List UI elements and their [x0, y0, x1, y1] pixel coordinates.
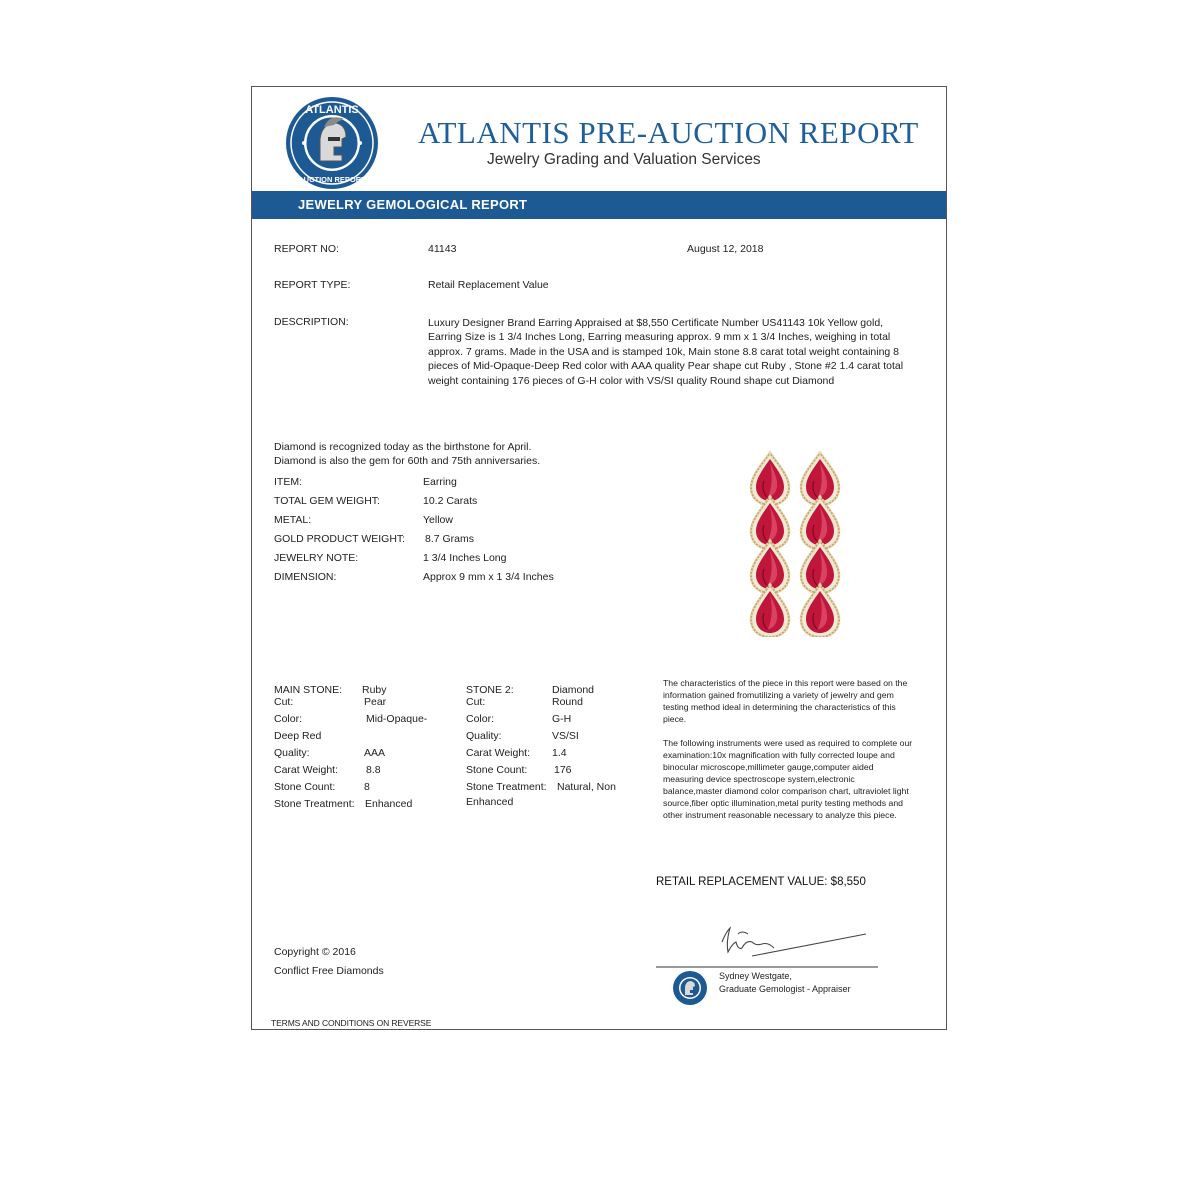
detail-value: 1 3/4 Inches Long	[423, 552, 507, 564]
detail-value: 10.2 Carats	[423, 495, 478, 507]
stone2-carat-value: 1.4	[552, 747, 567, 759]
main-color-label: Color:	[274, 713, 303, 725]
description-text: Luxury Designer Brand Earring Appraised at $8,550 Certificate Number US41143 10k Yellow gold, Earring Size is 1 3/4 Inches Long, Earring measuring approx. 9 mm x 1 3/4 Inches, weighing in total approx. 7 grams. Made in the USA and is stamped 10k, Main stone 8.8 carat total weight containing 8 pieces of Mid-Opaque-Deep Red color with AAA quality Pear shape cut Ruby , Stone #2 1.4 carat total weight containing 176 pieces of G-H color with VS/SI quality Round shape cut Diamond	[428, 317, 904, 387]
atlantis-seal-icon	[672, 970, 708, 1006]
report-no-value: 41143	[428, 243, 457, 255]
report-title: ATLANTIS PRE-AUCTION REPORT	[418, 115, 919, 150]
report-no-label: REPORT NO:	[274, 243, 339, 255]
report-type-value: Retail Replacement Value	[428, 279, 549, 291]
detail-value: Earring	[423, 476, 457, 488]
detail-value: 8.7 Grams	[425, 533, 475, 545]
copyright: Copyright © 2016	[274, 946, 356, 958]
detail-label: GOLD PRODUCT WEIGHT:	[274, 533, 406, 545]
stone2-treatment-value: Natural, Non	[557, 781, 616, 793]
earring-image	[742, 445, 852, 637]
main-cut-value: Pear	[364, 696, 387, 708]
signer-name: Sydney Westgate,	[719, 971, 792, 981]
main-color-value-cont: Deep Red	[274, 730, 322, 742]
band-label: JEWELRY GEMOLOGICAL REPORT	[298, 197, 528, 212]
logo-text-bottom: AUCTION REPORT	[298, 175, 366, 184]
report-date: August 12, 2018	[687, 243, 764, 255]
appraiser-signature	[656, 912, 892, 974]
stone2-treatment-label: Stone Treatment:	[466, 781, 547, 793]
notes-paragraph-2: The following instruments were used as required to complete our examination:10x magnification with fully corrected loupe and binocular microscope,millimeter gauge,computer aided measuring device spectroscope system,electronic balance,master diamond color comparison chart, ultraviolet light source,fiber optic illumination,metal purity testing methods and other instrument reasonable necessary to analyze this piece.	[663, 738, 913, 820]
detail-label: JEWELRY NOTE:	[274, 552, 359, 564]
description-label: DESCRIPTION:	[274, 316, 349, 328]
main-color-value: Mid-Opaque-	[366, 713, 428, 725]
notes-paragraph-1: The characteristics of the piece in this report were based on the information gained fromutilizing a variety of jewelry and gem testing method ideal in determining the characteristics of this piece.	[663, 678, 908, 724]
detail-label: TOTAL GEM WEIGHT:	[274, 495, 380, 507]
stone2-label: STONE 2:	[466, 684, 514, 696]
section-band	[252, 191, 946, 219]
atlantis-logo	[284, 95, 380, 191]
main-carat-label: Carat Weight:	[274, 764, 338, 776]
main-count-label: Stone Count:	[274, 781, 336, 793]
stone2-count-value: 176	[554, 764, 572, 776]
conflict-free: Conflict Free Diamonds	[274, 965, 384, 977]
stone2-color-value: G-H	[552, 713, 572, 725]
main-treatment-value: Enhanced	[365, 798, 413, 810]
stone2-value: Diamond	[552, 684, 595, 696]
main-quality-value: AAA	[364, 747, 386, 759]
main-stone-value: Ruby	[362, 684, 387, 696]
detail-label: ITEM:	[274, 476, 302, 488]
main-carat-value: 8.8	[366, 764, 381, 776]
detail-value: Approx 9 mm x 1 3/4 Inches	[423, 571, 554, 583]
birthstone-line-2: Diamond is also the gem for 60th and 75th anniversaries.	[274, 455, 541, 467]
detail-label: METAL:	[274, 514, 312, 526]
report-type-label: REPORT TYPE:	[274, 279, 351, 291]
main-count-value: 8	[364, 781, 370, 793]
stone2-quality-value: VS/SI	[552, 730, 579, 742]
stone2-count-label: Stone Count:	[466, 764, 528, 776]
stone2-cut-value: Round	[552, 696, 583, 708]
stone2-carat-label: Carat Weight:	[466, 747, 530, 759]
methodology-notes	[663, 677, 913, 833]
terms-notice: TERMS AND CONDITIONS ON REVERSE	[271, 1018, 432, 1028]
report-subtitle: Jewelry Grading and Valuation Services	[487, 151, 761, 168]
stone2-quality-label: Quality:	[466, 730, 502, 742]
birthstone-line-1: Diamond is recognized today as the birthstone for April.	[274, 441, 532, 453]
report-sheet	[251, 86, 947, 1030]
stone2-treatment-value-cont: Enhanced	[466, 796, 514, 808]
retail-replacement-value: RETAIL REPLACEMENT VALUE: $8,550	[656, 876, 866, 888]
main-stone-label: MAIN STONE:	[274, 684, 343, 696]
stone2-cut-label: Cut:	[466, 696, 486, 708]
detail-value: Yellow	[423, 514, 453, 526]
logo-text-top: ATLANTIS	[305, 104, 359, 116]
detail-label: DIMENSION:	[274, 571, 337, 583]
main-treatment-label: Stone Treatment:	[274, 798, 355, 810]
stone2-color-label: Color:	[466, 713, 495, 725]
signer-title: Graduate Gemologist - Appraiser	[719, 984, 851, 994]
main-cut-label: Cut:	[274, 696, 294, 708]
main-quality-label: Quality:	[274, 747, 310, 759]
